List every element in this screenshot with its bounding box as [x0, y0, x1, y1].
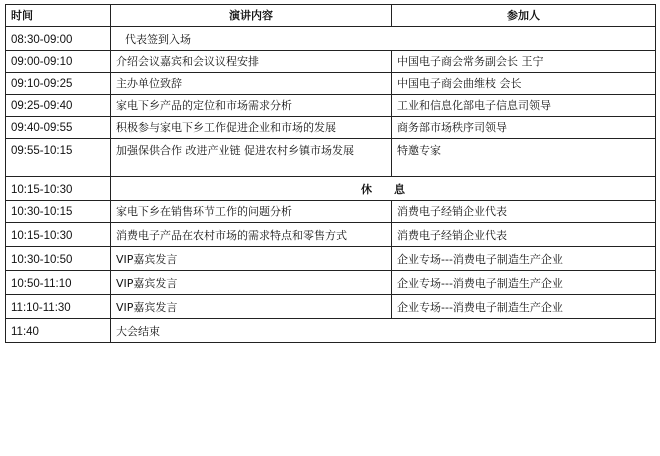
table-row: [6, 139, 656, 177]
agenda-table: [5, 4, 656, 343]
table-row: [6, 27, 656, 51]
row-content: 介绍会议嘉宾和会议议程安排: [111, 51, 392, 73]
row-time: 10:30-10:15: [6, 201, 111, 223]
row-content: 主办单位致辞: [111, 73, 392, 95]
row-participant: 工业和信息化部电子信息司领导: [392, 95, 656, 117]
table-row: [6, 51, 656, 73]
row-participant: 特邀专家: [392, 139, 656, 177]
row-time: 10:15-10:30: [6, 223, 111, 247]
break-label: 休 息: [111, 177, 656, 201]
row-time: 09:10-09:25: [6, 73, 111, 95]
row-content: 家电下乡产品的定位和市场需求分析: [111, 95, 392, 117]
table-row: [6, 295, 656, 319]
row-content: VIP嘉宾发言: [111, 295, 392, 319]
row-participant: 消费电子经销企业代表: [392, 201, 656, 223]
row-content: 家电下乡在销售环节工作的问题分析: [111, 201, 392, 223]
row-time: 10:30-10:50: [6, 247, 111, 271]
row-participant: 消费电子经销企业代表: [392, 223, 656, 247]
table-row: [6, 95, 656, 117]
row-content: 消费电子产品在农村市场的需求特点和零售方式: [111, 223, 392, 247]
row-participant: 企业专场---消费电子制造生产企业: [392, 247, 656, 271]
table-row-break: [6, 177, 656, 201]
header-time: 时间: [6, 5, 111, 27]
header-participant: 参加人: [392, 5, 656, 27]
row-time: 10:50-11:10: [6, 271, 111, 295]
row-time: 09:55-10:15: [6, 139, 111, 177]
table-row: [6, 117, 656, 139]
row-participant: 企业专场---消费电子制造生产企业: [392, 295, 656, 319]
table-row: [6, 223, 656, 247]
row-time: 09:40-09:55: [6, 117, 111, 139]
table-row: [6, 319, 656, 343]
row-participant: 企业专场---消费电子制造生产企业: [392, 271, 656, 295]
row-time: 09:00-09:10: [6, 51, 111, 73]
row-time: 09:25-09:40: [6, 95, 111, 117]
row-time: 11:40: [6, 319, 111, 343]
row-participant: 商务部市场秩序司领导: [392, 117, 656, 139]
table-header-row: [6, 5, 656, 27]
row-participant: 中国电子商会常务副会长 王宁: [392, 51, 656, 73]
table-row: [6, 247, 656, 271]
row-time: 11:10-11:30: [6, 295, 111, 319]
row-content: VIP嘉宾发言: [111, 247, 392, 271]
row-content: VIP嘉宾发言: [111, 271, 392, 295]
row-content: 积极参与家电下乡工作促进企业和市场的发展: [111, 117, 392, 139]
table-row: [6, 201, 656, 223]
table-row: [6, 73, 656, 95]
row-time: 10:15-10:30: [6, 177, 111, 201]
row-content: 大会结束: [111, 319, 656, 343]
header-content: 演讲内容: [111, 5, 392, 27]
row-participant: 中国电子商会曲维枝 会长: [392, 73, 656, 95]
row-content: 加强保供合作 改进产业链 促进农村乡镇市场发展: [111, 139, 392, 177]
row-time: 08:30-09:00: [6, 27, 111, 51]
table-row: [6, 271, 656, 295]
row-content: 代表签到入场: [111, 27, 656, 51]
